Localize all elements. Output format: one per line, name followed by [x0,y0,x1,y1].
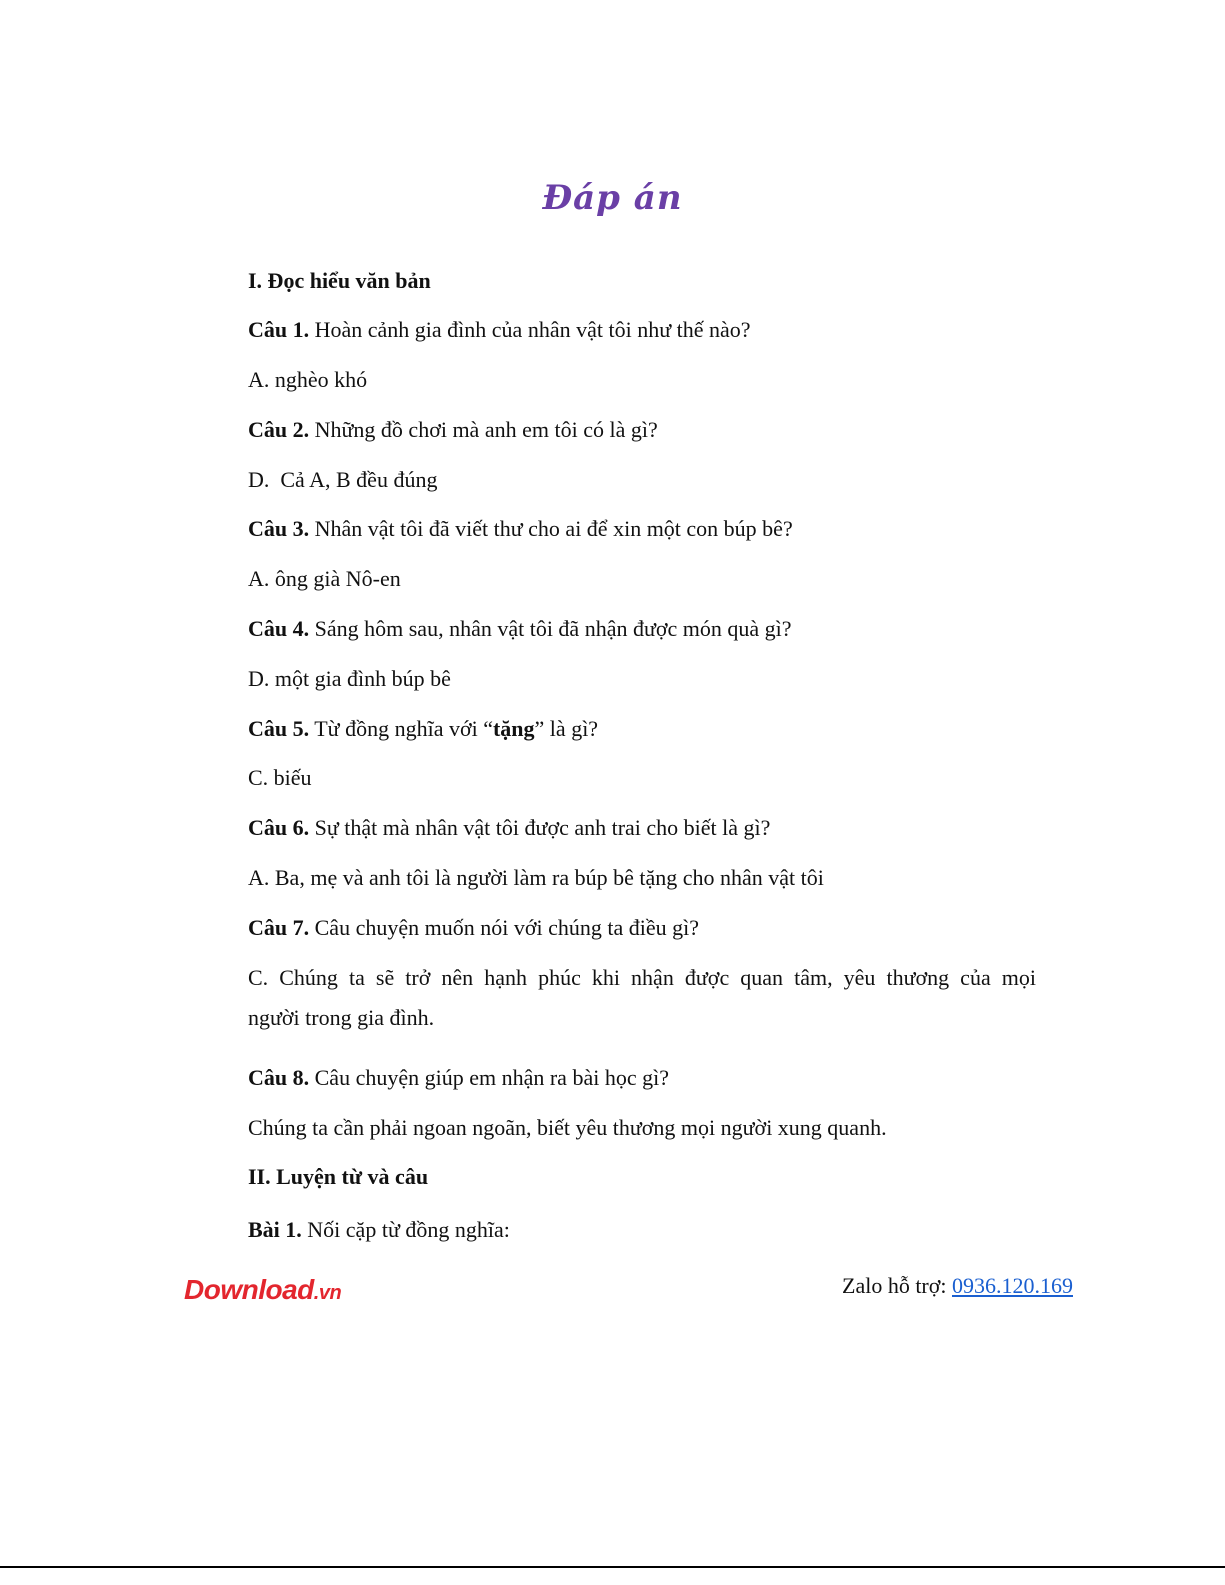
question-label: Câu 6. [248,815,310,840]
answer-7-line-2: người trong gia đình. [248,1005,435,1030]
question-8 [248,1065,669,1091]
question-label: Câu 1. [248,317,310,342]
question-label: Câu 5. [248,716,310,741]
exercise-text: Nối cặp từ đồng nghĩa: [301,1217,510,1242]
answer-6: A. Ba, mẹ và anh tôi là người làm ra búp bê tặng cho nhân vật tôi [248,865,824,890]
zalo-support [842,1273,1073,1299]
answer-4: D. một gia đình búp bê [248,666,451,691]
question-4 [248,616,792,642]
question-text: Nhân vật tôi đã viết thư cho ai để xin một con búp bê? [309,516,793,541]
logo-tld: .vn [313,1282,342,1304]
question-label: Câu 2. [248,417,310,442]
question-bold-word: tặng [492,716,535,741]
question-text: Câu chuyện giúp em nhận ra bài học gì? [309,1065,669,1090]
question-text: Sự thật mà nhân vật tôi được anh trai cho biết là gì? [309,815,771,840]
answer-2: D. Cả A, B đều đúng [248,467,438,492]
logo-main: Download [184,1274,314,1305]
support-phone-link[interactable]: 0936.120.169 [952,1273,1073,1298]
answer-7-line-1: C. Chúng ta sẽ trở nên hạnh phúc khi nhận được quan tâm, yêu thương của mọi [248,965,1036,990]
question-label: Câu 3. [248,516,310,541]
question-1 [248,317,751,343]
question-text-before: Từ đồng nghĩa với “ [309,716,493,741]
support-label: Zalo hỗ trợ: [842,1273,952,1298]
answer-8: Chúng ta cần phải ngoan ngoãn, biết yêu thương mọi người xung quanh. [248,1115,887,1140]
answer-3: A. ông già Nô-en [248,566,401,591]
question-6 [248,815,770,841]
question-2 [248,417,658,443]
question-3 [248,516,793,542]
section-heading-vocabulary: II. Luyện từ và câu [248,1164,429,1189]
question-5 [248,716,598,742]
answer-5: C. biếu [248,765,312,790]
question-text: Những đồ chơi mà anh em tôi có là gì? [309,417,658,442]
page-title: Đáp án [542,178,683,218]
section-heading-reading: I. Đọc hiểu văn bản [248,268,431,293]
question-7 [248,915,699,941]
answer-1: A. nghèo khó [248,367,368,392]
question-text-after: ” là gì? [534,716,599,741]
page-bottom-divider [0,1566,1225,1568]
question-text: Câu chuyện muốn nói với chúng ta điều gì? [309,915,699,940]
question-label: Câu 8. [248,1065,310,1090]
question-text: Sáng hôm sau, nhân vật tôi đã nhận được món quà gì? [309,616,792,641]
question-text: Hoàn cảnh gia đình của nhân vật tôi như thế nào? [309,317,751,342]
exercise-1 [248,1217,510,1243]
download-vn-logo[interactable] [184,1274,341,1306]
question-label: Câu 7. [248,915,310,940]
question-label: Câu 4. [248,616,310,641]
exercise-label: Bài 1. [248,1217,302,1242]
